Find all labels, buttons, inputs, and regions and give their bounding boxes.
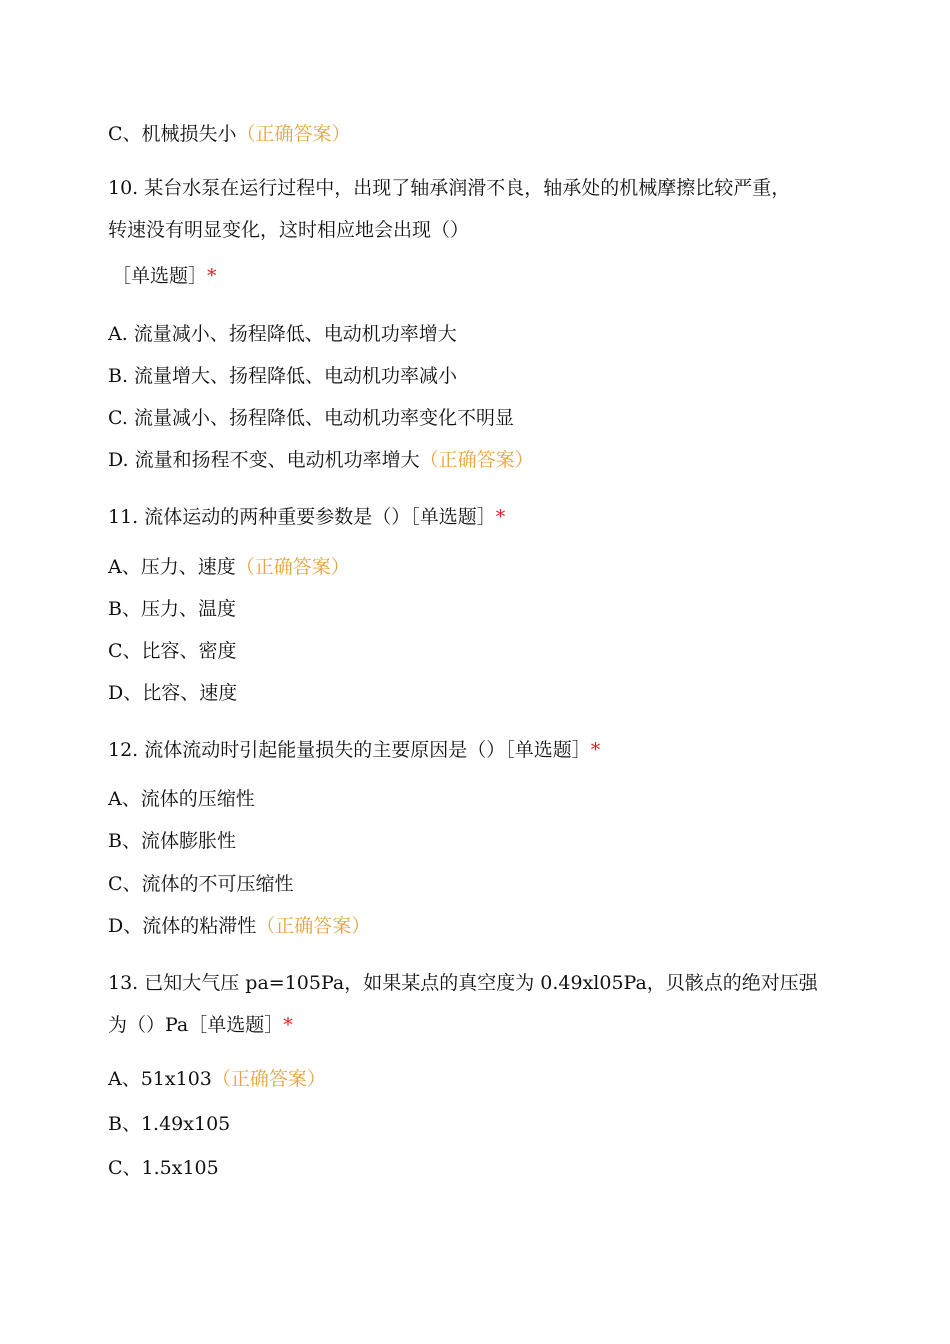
required-star: * [590, 739, 601, 761]
required-star: * [495, 506, 506, 528]
q11-option-c: C、比容、密度 [108, 640, 237, 662]
q10-text-line1: 10. 某台水泵在运行过程中，出现了轴承润滑不良，轴承处的机械摩擦比较严重， [108, 177, 791, 199]
q10-text-line2: 转速没有明显变化，这时相应地会出现（） [108, 219, 470, 241]
q13-text-line1: 13. 已知大气压 pa=105Pa，如果某点的真空度为 0.49xl05Pa，贝骸点的绝对压强 [108, 972, 818, 994]
option-text: D、流体的粘滞性 [108, 915, 257, 937]
q13-text-line2 [108, 1013, 293, 1037]
option-text: C、机械损失小 [108, 123, 237, 145]
q12-option-a: A、流体的压缩性 [108, 788, 255, 810]
q13-option-b: B、1.49x105 [108, 1113, 231, 1135]
q12-option-d [108, 914, 370, 938]
question-text: 为（）Pa［单选题］ [108, 1014, 284, 1036]
q10-option-d [108, 448, 534, 472]
q11-option-b: B、压力、温度 [108, 598, 236, 620]
question-text: 11. 流体运动的两种重要参数是（）［单选题］ [108, 506, 496, 528]
correct-answer-tag: （正确答案） [235, 556, 350, 578]
q12-option-c: C、流体的不可压缩性 [108, 873, 294, 895]
q11-text [108, 505, 505, 529]
question-type-label: ［单选题］ [112, 265, 208, 287]
q11-option-d: D、比容、速度 [108, 682, 238, 704]
q10-option-a: A. 流量减小、扬程降低、电动机功率增大 [108, 323, 457, 345]
q10-option-c: C. 流量减小、扬程降低、电动机功率变化不明显 [108, 407, 514, 429]
q11-option-a [108, 555, 350, 579]
q12-text [108, 738, 600, 762]
option-text: D. 流量和扬程不变、电动机功率增大 [108, 449, 420, 471]
prev-option-c [108, 122, 351, 146]
option-text: A、51x103 [108, 1068, 212, 1090]
q10-type [112, 264, 217, 288]
option-text: A、压力、速度 [108, 556, 236, 578]
required-star: * [283, 1014, 293, 1036]
q10-option-b: B. 流量增大、扬程降低、电动机功率减小 [108, 365, 458, 387]
question-text: 12. 流体流动时引起能量损失的主要原因是（）［单选题］ [108, 739, 591, 761]
q13-option-c: C、1.5x105 [108, 1157, 219, 1179]
q12-option-b: B、流体膨胀性 [108, 830, 236, 852]
correct-answer-tag: （正确答案） [256, 915, 371, 937]
q13-option-a [108, 1067, 326, 1091]
required-star: * [207, 265, 217, 287]
correct-answer-tag: （正确答案） [236, 123, 351, 145]
correct-answer-tag: （正确答案） [211, 1068, 326, 1090]
correct-answer-tag: （正确答案） [419, 449, 534, 471]
